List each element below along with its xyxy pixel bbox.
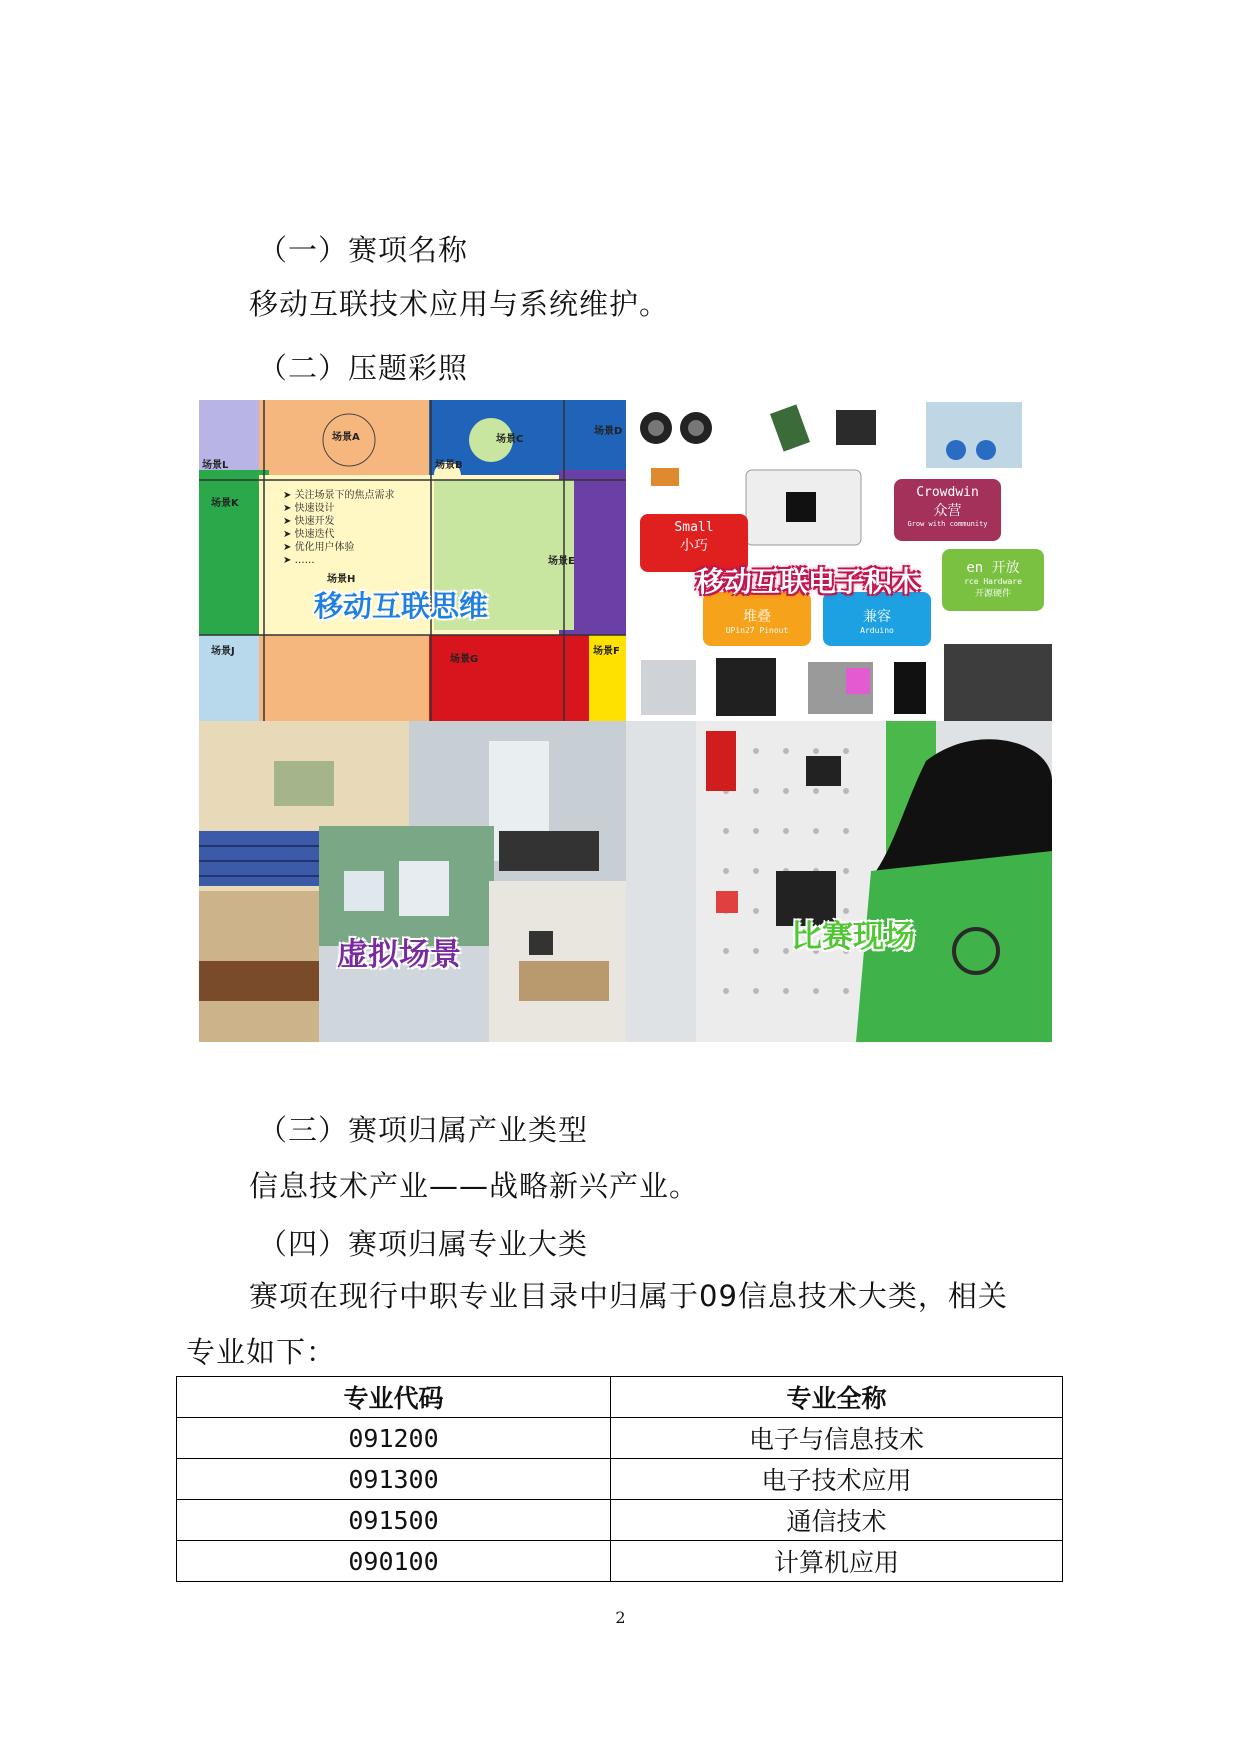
major-name-cell: 电子技术应用	[611, 1459, 1063, 1500]
electronic-blocks-panel	[626, 400, 1052, 721]
table-header-row	[177, 1377, 1063, 1418]
section-3-heading: （三）赛项归属产业类型	[258, 1113, 589, 1147]
header-major-code: 专业代码	[177, 1377, 611, 1418]
tag-open-en: en 开放	[966, 560, 1020, 576]
tag-stack-sub: UPin27 Pinout	[725, 626, 789, 635]
tag-compat-cn: 兼容	[863, 609, 891, 625]
major-code-cell: 090100	[177, 1541, 611, 1582]
virtual-scene-panel	[199, 721, 626, 1042]
bullet-item: ➤ 快速设计	[283, 503, 335, 514]
major-code-cell: 091500	[177, 1500, 611, 1541]
tag-stack	[703, 592, 811, 646]
major-name-cell: 通信技术	[611, 1500, 1063, 1541]
table-row	[177, 1459, 1063, 1500]
section-1-heading: （一）赛项名称	[258, 233, 469, 267]
competition-photo-collage	[199, 400, 1052, 1042]
major-code-cell: 091300	[177, 1459, 611, 1500]
competition-site-graphic	[626, 721, 1052, 1042]
tag-crowdwin	[894, 479, 1001, 541]
section-1-body: 移动互联技术应用与系统维护。	[249, 287, 670, 321]
table-row	[177, 1541, 1063, 1582]
section-4-body-line1: 赛项在现行中职专业目录中归属于09信息技术大类，相关	[249, 1279, 1008, 1313]
scene-label-e: 场景E	[548, 556, 575, 567]
section-4-heading: （四）赛项归属专业大类	[258, 1227, 589, 1261]
competition-site-title: 比赛现场	[791, 919, 915, 955]
majors-table	[176, 1376, 1063, 1582]
scene-label-h: 场景H	[327, 574, 356, 585]
bullet-item: ➤ ……	[283, 555, 315, 566]
scene-label-d: 场景D	[594, 426, 623, 437]
virtual-scene-graphic	[199, 721, 626, 1042]
tag-open	[942, 549, 1044, 611]
bullet-item: ➤ 关注场景下的焦点需求	[283, 490, 395, 501]
major-name-cell: 计算机应用	[611, 1541, 1063, 1582]
scene-label-f: 场景F	[593, 646, 620, 657]
puzzle-bullet-list	[283, 489, 395, 567]
scene-label-l: 场景L	[202, 460, 229, 471]
tag-open-sub: rce Hardware	[964, 577, 1022, 586]
header-major-name: 专业全称	[611, 1377, 1063, 1418]
section-4-body-line2: 专业如下：	[186, 1335, 337, 1369]
scene-label-a: 场景A	[332, 432, 360, 443]
tag-open-cn: 开源硬件	[974, 589, 1011, 599]
major-name-cell: 电子与信息技术	[611, 1418, 1063, 1459]
scene-label-j: 场景J	[211, 646, 235, 657]
tag-crowdwin-en: Crowdwin	[916, 485, 979, 500]
competition-site-panel	[626, 721, 1052, 1042]
scene-label-k: 场景K	[211, 498, 239, 509]
section-3-body: 信息技术产业——战略新兴产业。	[249, 1169, 700, 1203]
scene-label-b: 场景B	[435, 460, 463, 471]
bullet-item: ➤ 快速迭代	[283, 529, 335, 540]
blocks-title: 移动互联电子积木	[696, 565, 921, 598]
tag-crowdwin-sub: Grow with community	[907, 520, 988, 528]
scene-label-c: 场景C	[496, 434, 524, 445]
major-code-cell: 091200	[177, 1418, 611, 1459]
bullet-item: ➤ 快速开发	[283, 516, 335, 527]
puzzle-panel	[199, 400, 626, 721]
table-row	[177, 1418, 1063, 1459]
page-number: 2	[615, 1608, 626, 1627]
tag-small-cn: 小巧	[680, 538, 708, 554]
tag-crowdwin-cn: 众营	[933, 503, 962, 519]
virtual-scene-title: 虚拟场景	[337, 937, 461, 973]
tag-compat	[823, 592, 931, 646]
tag-small-en: Small	[674, 520, 714, 535]
puzzle-title: 移动互联思维	[314, 589, 489, 623]
tag-stack-cn: 堆叠	[743, 609, 771, 625]
section-2-heading: （二）压题彩照	[258, 351, 469, 385]
bullet-item: ➤ 优化用户体验	[283, 542, 355, 553]
table-row	[177, 1500, 1063, 1541]
scene-label-g: 场景G	[450, 654, 479, 665]
tag-compat-sub: Arduino	[860, 626, 894, 635]
